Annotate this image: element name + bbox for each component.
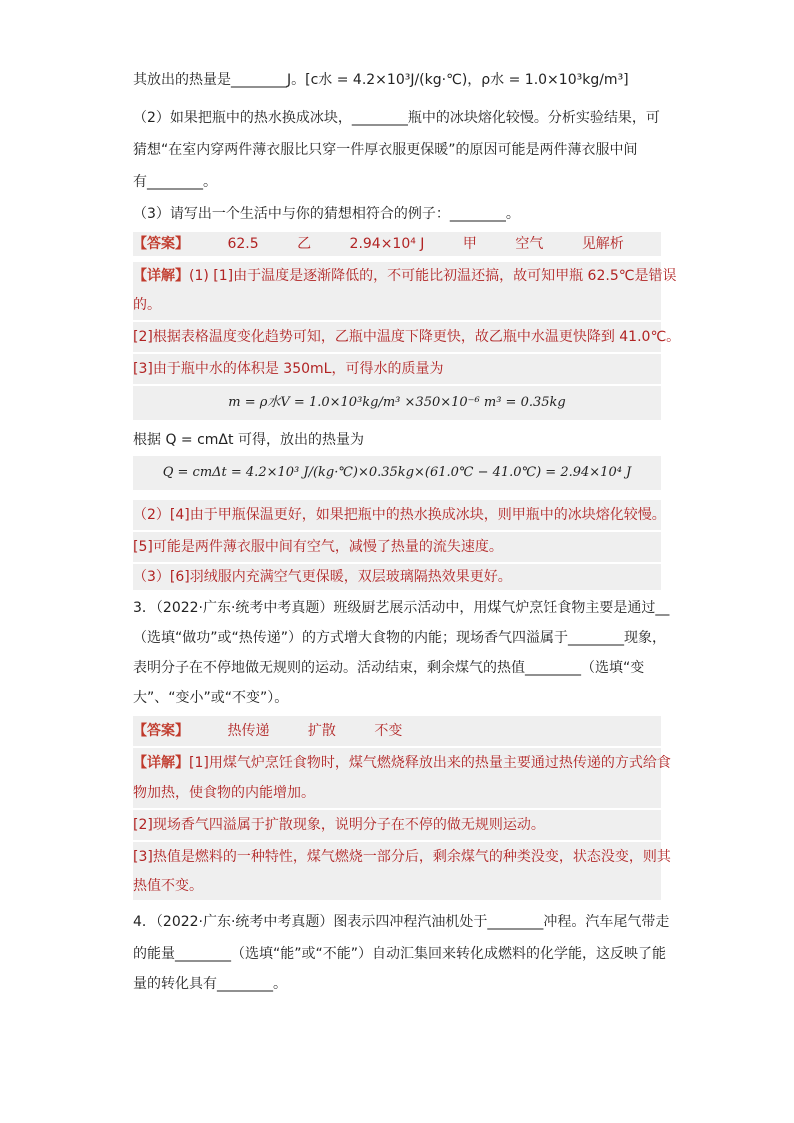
detail-text: [2]现场香气四溢属于扩散现象，说明分子在不停的做无规则运动。	[133, 810, 661, 840]
detail-text: （3）[6]羽绒服内充满空气更保暖，双层玻璃隔热效果更好。	[133, 564, 661, 590]
answer-row	[133, 232, 661, 256]
detail-text: [3]由于瓶中水的体积是 350mL，可得水的质量为	[133, 354, 661, 384]
question-text: 猜想“在室内穿两件薄衣服比只穿一件厚衣服更保暖”的原因可能是两件薄衣服中间	[133, 142, 638, 158]
detail-text: [1]用煤气炉烹饪食物时，煤气燃烧释放出来的热量主要通过热传递的方式给食	[189, 755, 671, 771]
detail-text: [3]热值是燃料的一种特性，煤气燃烧一部分后，剩余煤气的种类没变，状态没变，则其	[133, 842, 661, 872]
answer-value: 甲	[462, 236, 477, 252]
answer-value: 热传递	[227, 723, 270, 739]
question-text: 其放出的热量是________J。[c水 = 4.2×10³J/(kg·℃)，ρ水 = 1.0×10³kg/m³]	[133, 72, 629, 88]
question-text: （2）如果把瓶中的热水换成冰块，________瓶中的冰块熔化较慢。分析实验结果，可	[133, 110, 660, 126]
detail-label: 【详解】	[133, 268, 189, 284]
detail-text: 物加热，使食物的内能增加。	[133, 778, 661, 808]
detail-row	[133, 748, 671, 778]
detail-row	[133, 262, 677, 290]
question-text: 表明分子在不停地做无规则的运动。活动结束，剩余煤气的热值________（选填“变	[133, 660, 645, 676]
question-text: （3）请写出一个生活中与你的猜想相符合的例子：________。	[133, 206, 520, 222]
question-text: （选填“做功”或“热传递”）的方式增大食物的内能；现场香气四溢属于________现象，	[133, 630, 667, 646]
answer-value: 空气	[515, 236, 544, 252]
detail-text: (1) [1]由于温度是逐渐降低的，不可能比初温还搞，故可知甲瓶 62.5℃是错误	[189, 268, 677, 284]
answer-value: 2.94×10⁴ J	[349, 236, 425, 252]
answer-row	[133, 716, 661, 746]
question-text: 的能量________（选填“能”或“不能”）自动汇集回来转化成燃料的化学能，这反映了能	[133, 946, 667, 962]
answer-value: 乙	[297, 236, 312, 252]
question-text: 3．（2022·广东·统考中考真题）班级厨艺展示活动中，用煤气炉烹饪食物主要是通过__	[133, 600, 670, 616]
detail-label: 【详解】	[133, 755, 189, 771]
answer-value: 62.5	[227, 236, 259, 252]
formula-mass: m = ρ水V = 1.0×10³kg/m³ ×350×10⁻⁶ m³ = 0.35kg	[133, 386, 661, 420]
question-text: 大”、“变小”或“不变”）。	[133, 690, 289, 706]
answer-label: 【答案】	[133, 723, 189, 739]
detail-text: 的。	[133, 290, 661, 320]
detail-text: [5]可能是两件薄衣服中间有空气，减慢了热量的流失速度。	[133, 532, 661, 562]
detail-text: 热值不变。	[133, 872, 661, 900]
detail-text: （2）[4]由于甲瓶保温更好，如果把瓶中的热水换成冰块，则甲瓶中的冰块熔化较慢。	[133, 500, 661, 530]
question-text: 有________。	[133, 174, 217, 190]
detail-text: 根据 Q = cmΔt 可得，放出的热量为	[133, 432, 364, 448]
question-text: 量的转化具有________。	[133, 976, 287, 992]
formula-heat: Q = cmΔt = 4.2×10³ J/(kg·℃)×0.35kg×(61.0℃ − 41.0℃) = 2.94×10⁴ J	[133, 456, 661, 490]
question-text: 4．（2022·广东·统考中考真题）图表示四冲程汽油机处于________冲程。汽车尾气带走	[133, 914, 670, 930]
answer-label: 【答案】	[133, 236, 189, 252]
answer-value: 见解析	[581, 236, 624, 252]
answer-value: 不变	[374, 723, 403, 739]
detail-text: [2]根据表格温度变化趋势可知，乙瓶中温度下降更快，故乙瓶中水温更快降到 41.0℃。	[133, 322, 661, 352]
answer-value: 扩散	[307, 723, 336, 739]
